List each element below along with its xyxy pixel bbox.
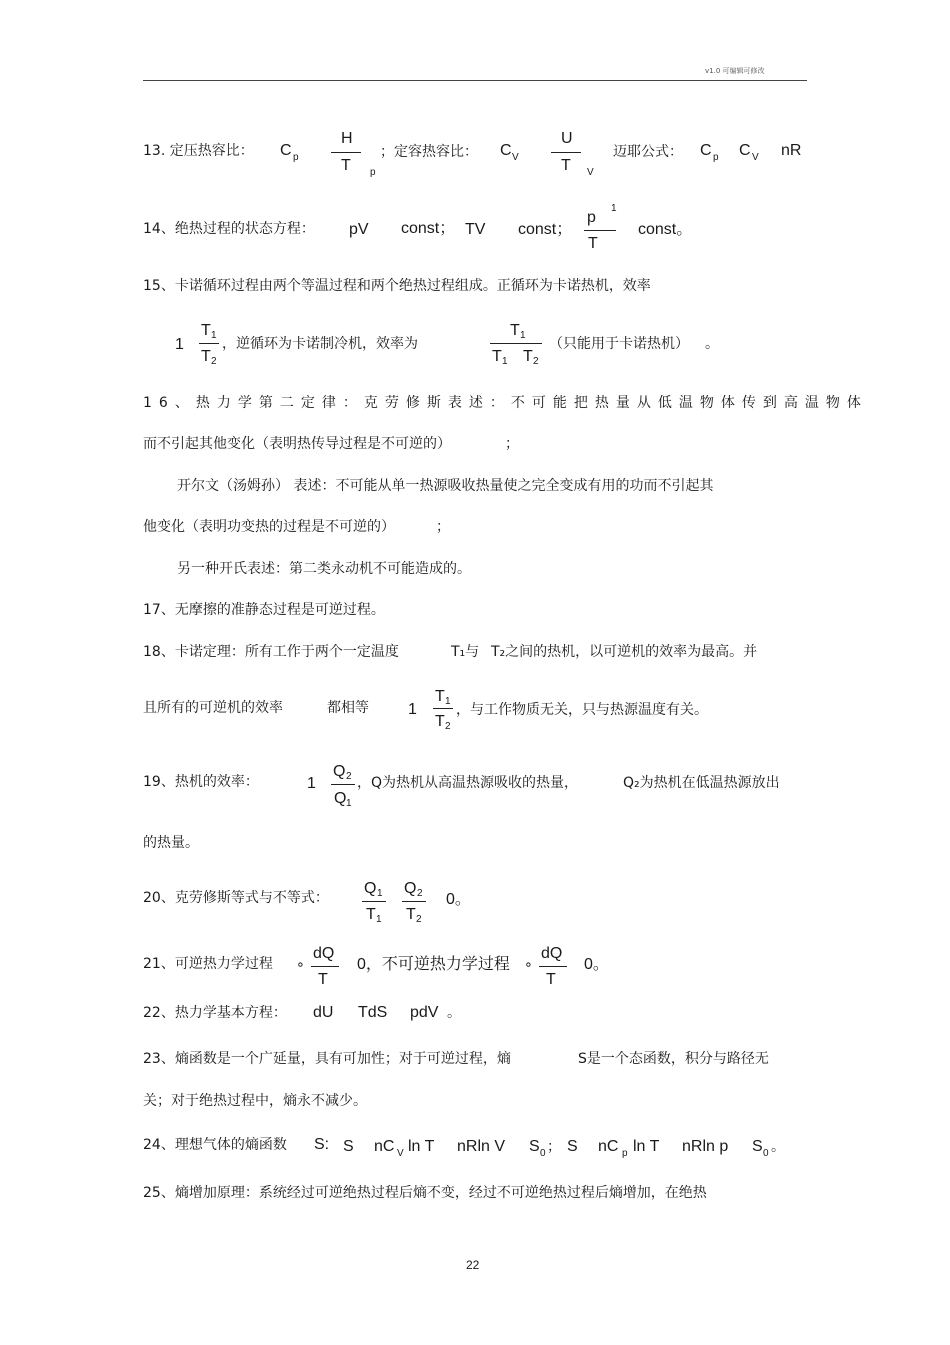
- frac-t: T: [318, 971, 328, 988]
- frac-u: U: [561, 130, 573, 147]
- cp-subscript: p: [293, 152, 299, 163]
- item-21-label: 21、可逆热力学过程: [143, 956, 273, 972]
- header-rule: [143, 80, 807, 81]
- frac-q2: Q: [333, 763, 346, 780]
- frac-t1: T: [435, 688, 445, 705]
- frac-t1: T: [366, 906, 376, 923]
- zero: 0。: [584, 956, 609, 973]
- item-13-label: 13. 定压热容比：: [143, 143, 254, 159]
- frac-t1: T: [201, 322, 211, 339]
- cp-symbol: C: [280, 142, 292, 159]
- semicolon: ；: [547, 1139, 561, 1155]
- item-18-text-b: T₂之间的热机，以可逆机的效率为最高。并: [491, 644, 758, 660]
- item-19-tail: Q₂为热机在低温热源放出: [623, 775, 780, 791]
- cp2-symbol: C: [700, 142, 712, 159]
- nr-symbol: nR: [781, 142, 802, 159]
- pv-symbol: pV: [349, 221, 369, 238]
- cv2-symbol: C: [739, 142, 751, 159]
- frac-dq: dQ: [541, 945, 563, 962]
- frac-q1: Q: [364, 880, 377, 897]
- frac-h: H: [341, 130, 353, 147]
- frac-q1: Q: [334, 790, 347, 807]
- item-15-tail: （只能用于卡诺热机）: [549, 336, 689, 352]
- fraction-bar: [402, 901, 426, 902]
- nrlnp: nRln p: [682, 1138, 729, 1155]
- frac-t: T: [546, 971, 556, 988]
- item-14-label: 14、绝热过程的状态方程：: [143, 221, 315, 237]
- sub-2: 2: [533, 356, 539, 367]
- sub-0: 0: [540, 1148, 546, 1159]
- sub-2: 2: [445, 721, 451, 732]
- item-18-mid: 都相等: [327, 700, 369, 716]
- s-symbol-2: S: [567, 1138, 578, 1155]
- item-16-kelvin-2: 他变化（表明功变热的过程是不可逆的）: [143, 519, 395, 535]
- item-18-text-2: 且所有的可逆机的效率: [143, 700, 283, 716]
- fraction-bar: [584, 230, 616, 231]
- semicolon: ；: [505, 436, 519, 452]
- const-2: const；: [518, 221, 573, 238]
- sub-1: 1: [445, 696, 451, 707]
- frac-t2: T: [201, 348, 211, 365]
- period: 。: [447, 1005, 461, 1021]
- fraction-bar: [433, 708, 453, 709]
- one: 1: [175, 336, 184, 353]
- semicolon: ；: [436, 519, 450, 535]
- sub-v: V: [397, 1148, 404, 1159]
- sub-1: 1: [502, 356, 508, 367]
- sub-2: 2: [211, 356, 217, 367]
- item-15-text: 15、卡诺循环过程由两个等温过程和两个绝热过程组成。正循环为卡诺热机，效率: [143, 278, 651, 294]
- s0-symbol: S: [529, 1138, 540, 1155]
- fraction-bar: [539, 966, 567, 967]
- item-18-tail: ，与工作物质无关，只与热源温度有关。: [456, 702, 708, 718]
- zero: 0。: [446, 891, 471, 908]
- item-16-text-2: 而不引起其他变化（表明热传导过程是不可逆的）: [143, 436, 451, 452]
- tv-symbol: TV: [465, 221, 486, 238]
- sub-1: 1: [211, 330, 217, 341]
- frac-p: p: [587, 209, 596, 226]
- cv-subscript: V: [512, 152, 519, 163]
- tds-symbol: TdS: [358, 1004, 388, 1021]
- item-25-text: 25、熵增加原理：系统经过可逆绝热过程后熵不变，经过不可逆绝热过程后熵增加，在绝热: [143, 1185, 707, 1201]
- item-16-kelvin: 开尔文（汤姆孙） 表述：不可能从单一热源吸收热量使之完全变成有用的功而不引起其: [177, 478, 714, 494]
- subscript-v: V: [587, 167, 594, 178]
- ncv-symbol: nC: [374, 1138, 395, 1155]
- item-23-text-2: 关；对于绝热过程中，熵永不减少。: [143, 1093, 367, 1109]
- fraction-bar: [551, 152, 581, 153]
- item-19-label: 19、热机的效率：: [143, 774, 259, 790]
- item-24-label: 24、理想气体的熵函数: [143, 1137, 287, 1153]
- frac-t: T: [341, 157, 351, 174]
- one: 1: [307, 775, 316, 792]
- item-15-mid: ，逆循环为卡诺制冷机，效率为: [222, 336, 418, 352]
- du-symbol: dU: [313, 1004, 334, 1021]
- item-20-label: 20、克劳修斯等式与不等式：: [143, 890, 329, 906]
- fraction-bar: [490, 343, 542, 344]
- fraction-bar: [311, 966, 339, 967]
- item-18-t1: T₁与: [451, 644, 480, 660]
- const-3: const。: [638, 221, 693, 238]
- page-number: 22: [466, 1258, 480, 1272]
- period: 。: [705, 336, 719, 352]
- cv-symbol: C: [500, 142, 512, 159]
- sub-p: p: [622, 1148, 628, 1159]
- item-18-text: 18、卡诺定理：所有工作于两个一定温度: [143, 644, 399, 660]
- one: 1: [408, 701, 417, 718]
- item-23-text: 23、熵函数是一个广延量，具有可加性；对于可逆过程，熵: [143, 1051, 511, 1067]
- item-16-text: 16、热力学第二定律：克劳修斯表述：不可能把热量从低温物体传到高温物体: [143, 395, 868, 411]
- sub-2: 2: [346, 771, 352, 782]
- ln-t-2: ln T: [633, 1138, 660, 1155]
- sub-1: 1: [377, 888, 383, 899]
- frac-den-t2: T: [523, 348, 533, 365]
- cv2-subscript: V: [752, 152, 759, 163]
- item-23-tail: S是一个态函数，积分与路径无: [578, 1051, 769, 1067]
- frac-num-t1: T: [510, 322, 520, 339]
- nrlnv: nRln V: [457, 1138, 506, 1155]
- fraction-bar: [331, 152, 361, 153]
- item-17-text: 17、无摩擦的准静态过程是可逆过程。: [143, 602, 385, 618]
- frac-t2: T: [435, 713, 445, 730]
- fraction-bar: [362, 901, 386, 902]
- item-13-mid: ；定容热容比：: [380, 144, 478, 160]
- sub-1: 1: [346, 798, 352, 809]
- item-21-mid: 0，不可逆热力学过程: [357, 956, 510, 973]
- frac-dq: dQ: [313, 945, 335, 962]
- item-22-label: 22、热力学基本方程：: [143, 1005, 287, 1021]
- s-colon: S:: [314, 1136, 330, 1153]
- item-16-alt: 另一种开氏表述：第二类永动机不可能造成的。: [177, 561, 471, 577]
- frac-t: T: [588, 235, 598, 252]
- ln-t: ln T: [408, 1138, 435, 1155]
- item-19-mid: ，Q为热机从高温热源吸收的热量，: [357, 775, 579, 791]
- sub-0: 0: [763, 1148, 769, 1159]
- frac-q2: Q: [404, 880, 417, 897]
- sub-1: 1: [520, 330, 526, 341]
- pdv-symbol: pdV: [410, 1004, 439, 1021]
- frac-den-t1: T: [492, 348, 502, 365]
- s-symbol: S: [343, 1138, 354, 1155]
- contour-integral: ∘: [296, 957, 305, 973]
- page-header: v1.0 可编辑可修改: [705, 67, 765, 75]
- frac-t2: T: [561, 157, 571, 174]
- s0-symbol-2: S: [752, 1138, 763, 1155]
- item-19-text-2: 的热量。: [143, 835, 199, 851]
- contour-integral: ∘: [524, 957, 533, 973]
- fraction-bar: [331, 784, 355, 785]
- ncp-symbol: nC: [598, 1138, 619, 1155]
- sub-2: 2: [417, 888, 423, 899]
- exponent: 1: [611, 203, 617, 214]
- cp2-subscript: p: [713, 152, 719, 163]
- frac-t2: T: [406, 906, 416, 923]
- const-1: const；: [401, 220, 456, 237]
- subscript-p: p: [370, 167, 376, 178]
- fraction-bar: [199, 343, 219, 344]
- sub-2: 2: [416, 914, 422, 925]
- period: 。: [771, 1139, 785, 1155]
- sub-1: 1: [376, 914, 382, 925]
- mayer-label: 迈耶公式：: [613, 144, 683, 160]
